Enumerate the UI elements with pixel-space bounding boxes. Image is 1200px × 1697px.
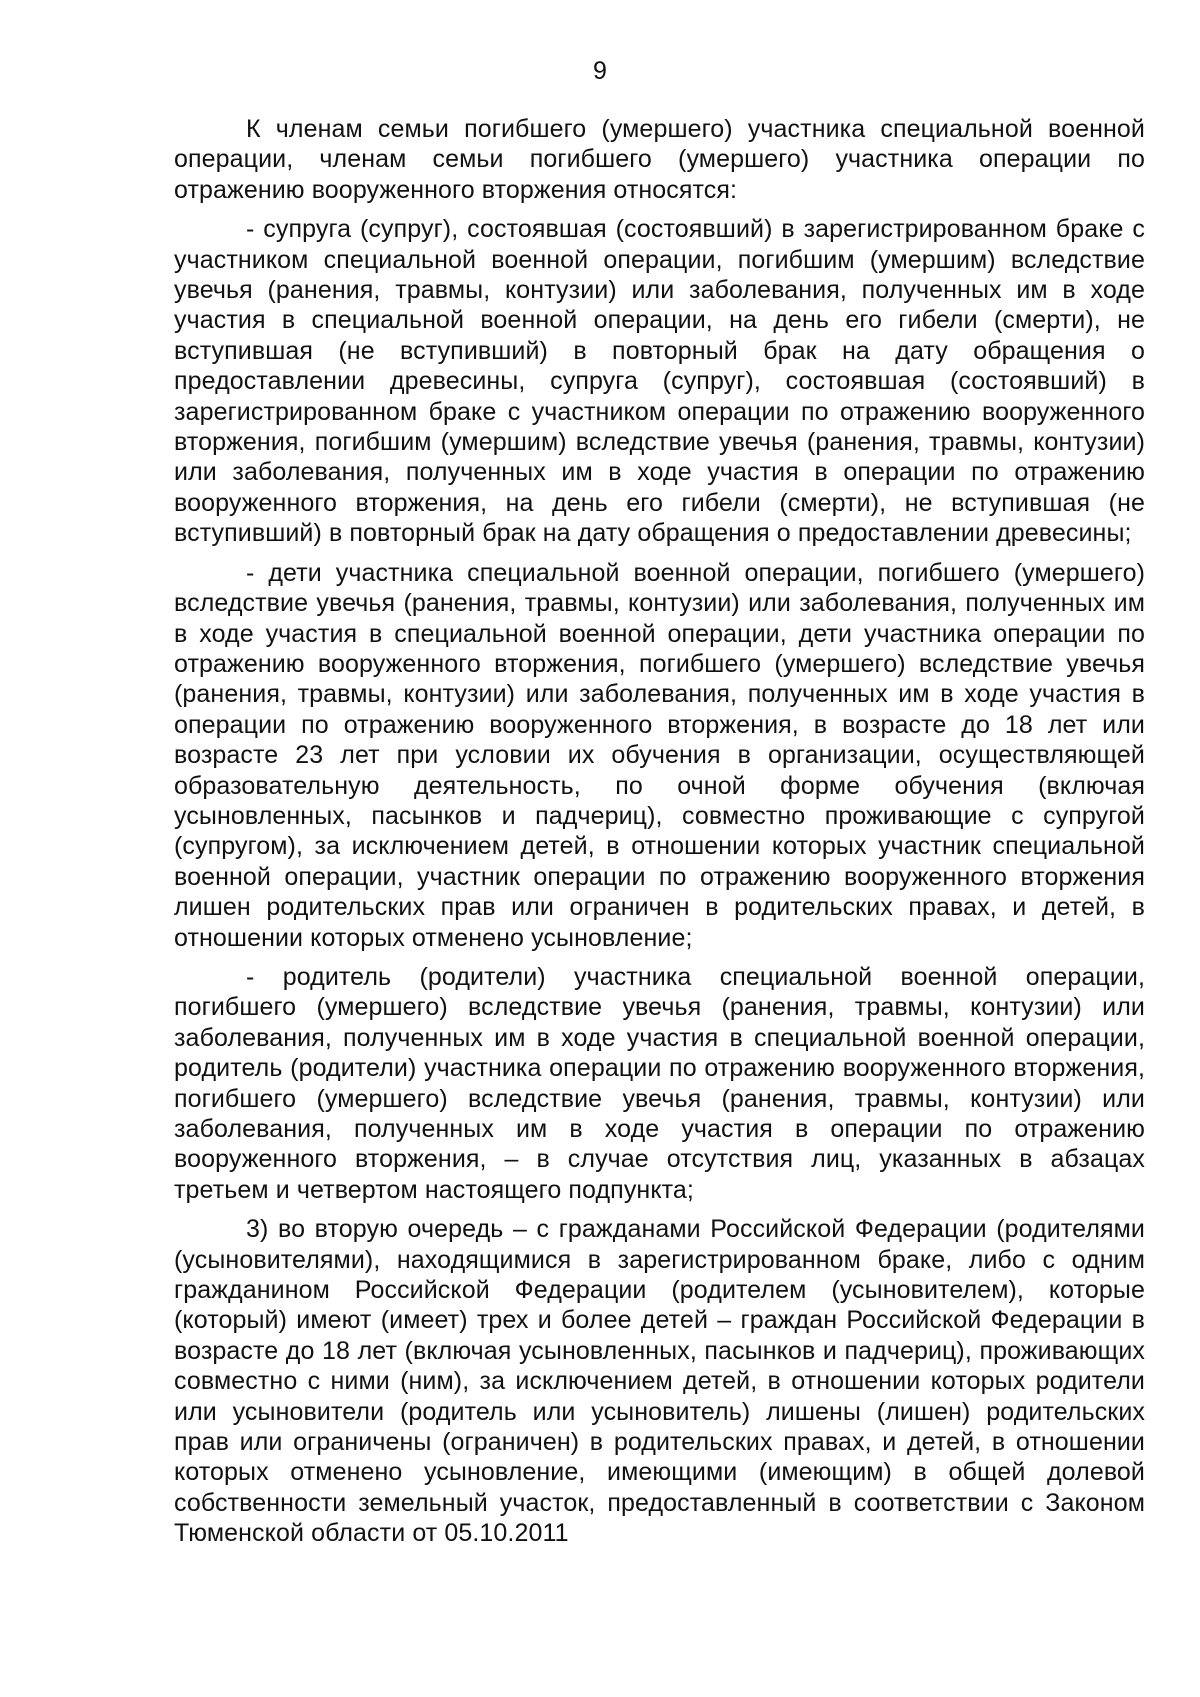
paragraph-second-priority: 3) во вторую очередь – с гражданами Российской Федерации (родителями (усыновителями), находящимися в зарегистрированном браке, либо с одним гражданином Российской Федерации (родителем (усыновителем), которые (который) имеют (имеет) трех и более детей – граждан Российской Федерации в возрасте до 18 лет (включая усыновленных, пасынков и падчериц), проживающих совместно с ними (ним), за исключением детей, в отношении которых родители или усыновители (родитель или усыновитель) лишены (лишен) родительских прав или ограничены (ограничен) в родительских правах, и детей, в отношении которых отменено усыновление, имеющими (имеющим) в общей долевой собственности земельный участок, предоставленный в соответствии с Законом Тюменской области от 05.10.2011: [174, 1215, 1145, 1548]
paragraph-parents: - родитель (родители) участника специальной военной операции, погибшего (умершего) вследствие увечья (ранения, травмы, контузии) или заболевания, полученных им в ходе участия в специальной военной операции, родитель (родители) участника операции по отражению вооруженного вторжения, погибшего (умершего) вследствие увечья (ранения, травмы, контузии) или заболевания, полученных им в ходе участия в операции по отражению вооруженного вторжения, – в случае отсутствия лиц, указанных в абзацах третьем и четвертом настоящего подпункта;: [174, 962, 1145, 1204]
paragraph-intro: К членам семьи погибшего (умершего) участника специальной военной операции, членам семьи погибшего (умершего) участника операции по отражению вооруженного вторжения относятся:: [174, 115, 1145, 204]
page-number: 9: [593, 57, 607, 85]
document-body: [174, 114, 1145, 1549]
paragraph-spouse: - супруга (супруг), состоявшая (состоявший) в зарегистрированном браке с участником специальной военной операции, погибшим (умершим) вследствие увечья (ранения, травмы, контузии) или заболевания, полученных им в ходе участия в специальной военной операции, на день его гибели (смерти), не вступившая (не вступивший) в повторный брак на дату обращения о предоставлении древесины, супруга (супруг), состоявшая (состоявший) в зарегистрированном браке с участником операции по отражению вооруженного вторжения, погибшим (умершим) вследствие увечья (ранения, травмы, контузии) или заболевания, полученных им в ходе участия в операции по отражению вооруженного вторжения, на день его гибели (смерти), не вступившая (не вступивший) в повторный брак на дату обращения о предоставлении древесины;: [174, 215, 1145, 548]
paragraph-children: - дети участника специальной военной операции, погибшего (умершего) вследствие увечья (ранения, травмы, контузии) или заболевания, полученных им в ходе участия в специальной военной операции, дети участника операции по отражению вооруженного вторжения, погибшего (умершего) вследствие увечья (ранения, травмы, контузии) или заболевания, полученных им в ходе участия в операции по отражению вооруженного вторжения, в возрасте до 18 лет или возрасте 23 лет при условии их обучения в организации, осуществляющей образовательную деятельность, по очной форме обучения (включая усыновленных, пасынков и падчериц), совместно проживающие с супругой (супругом), за исключением детей, в отношении которых участник специальной военной операции, участник операции по отражению вооруженного вторжения лишен родительских прав или ограничен в родительских правах, и детей, в отношении которых отменено усыновление;: [174, 558, 1145, 952]
